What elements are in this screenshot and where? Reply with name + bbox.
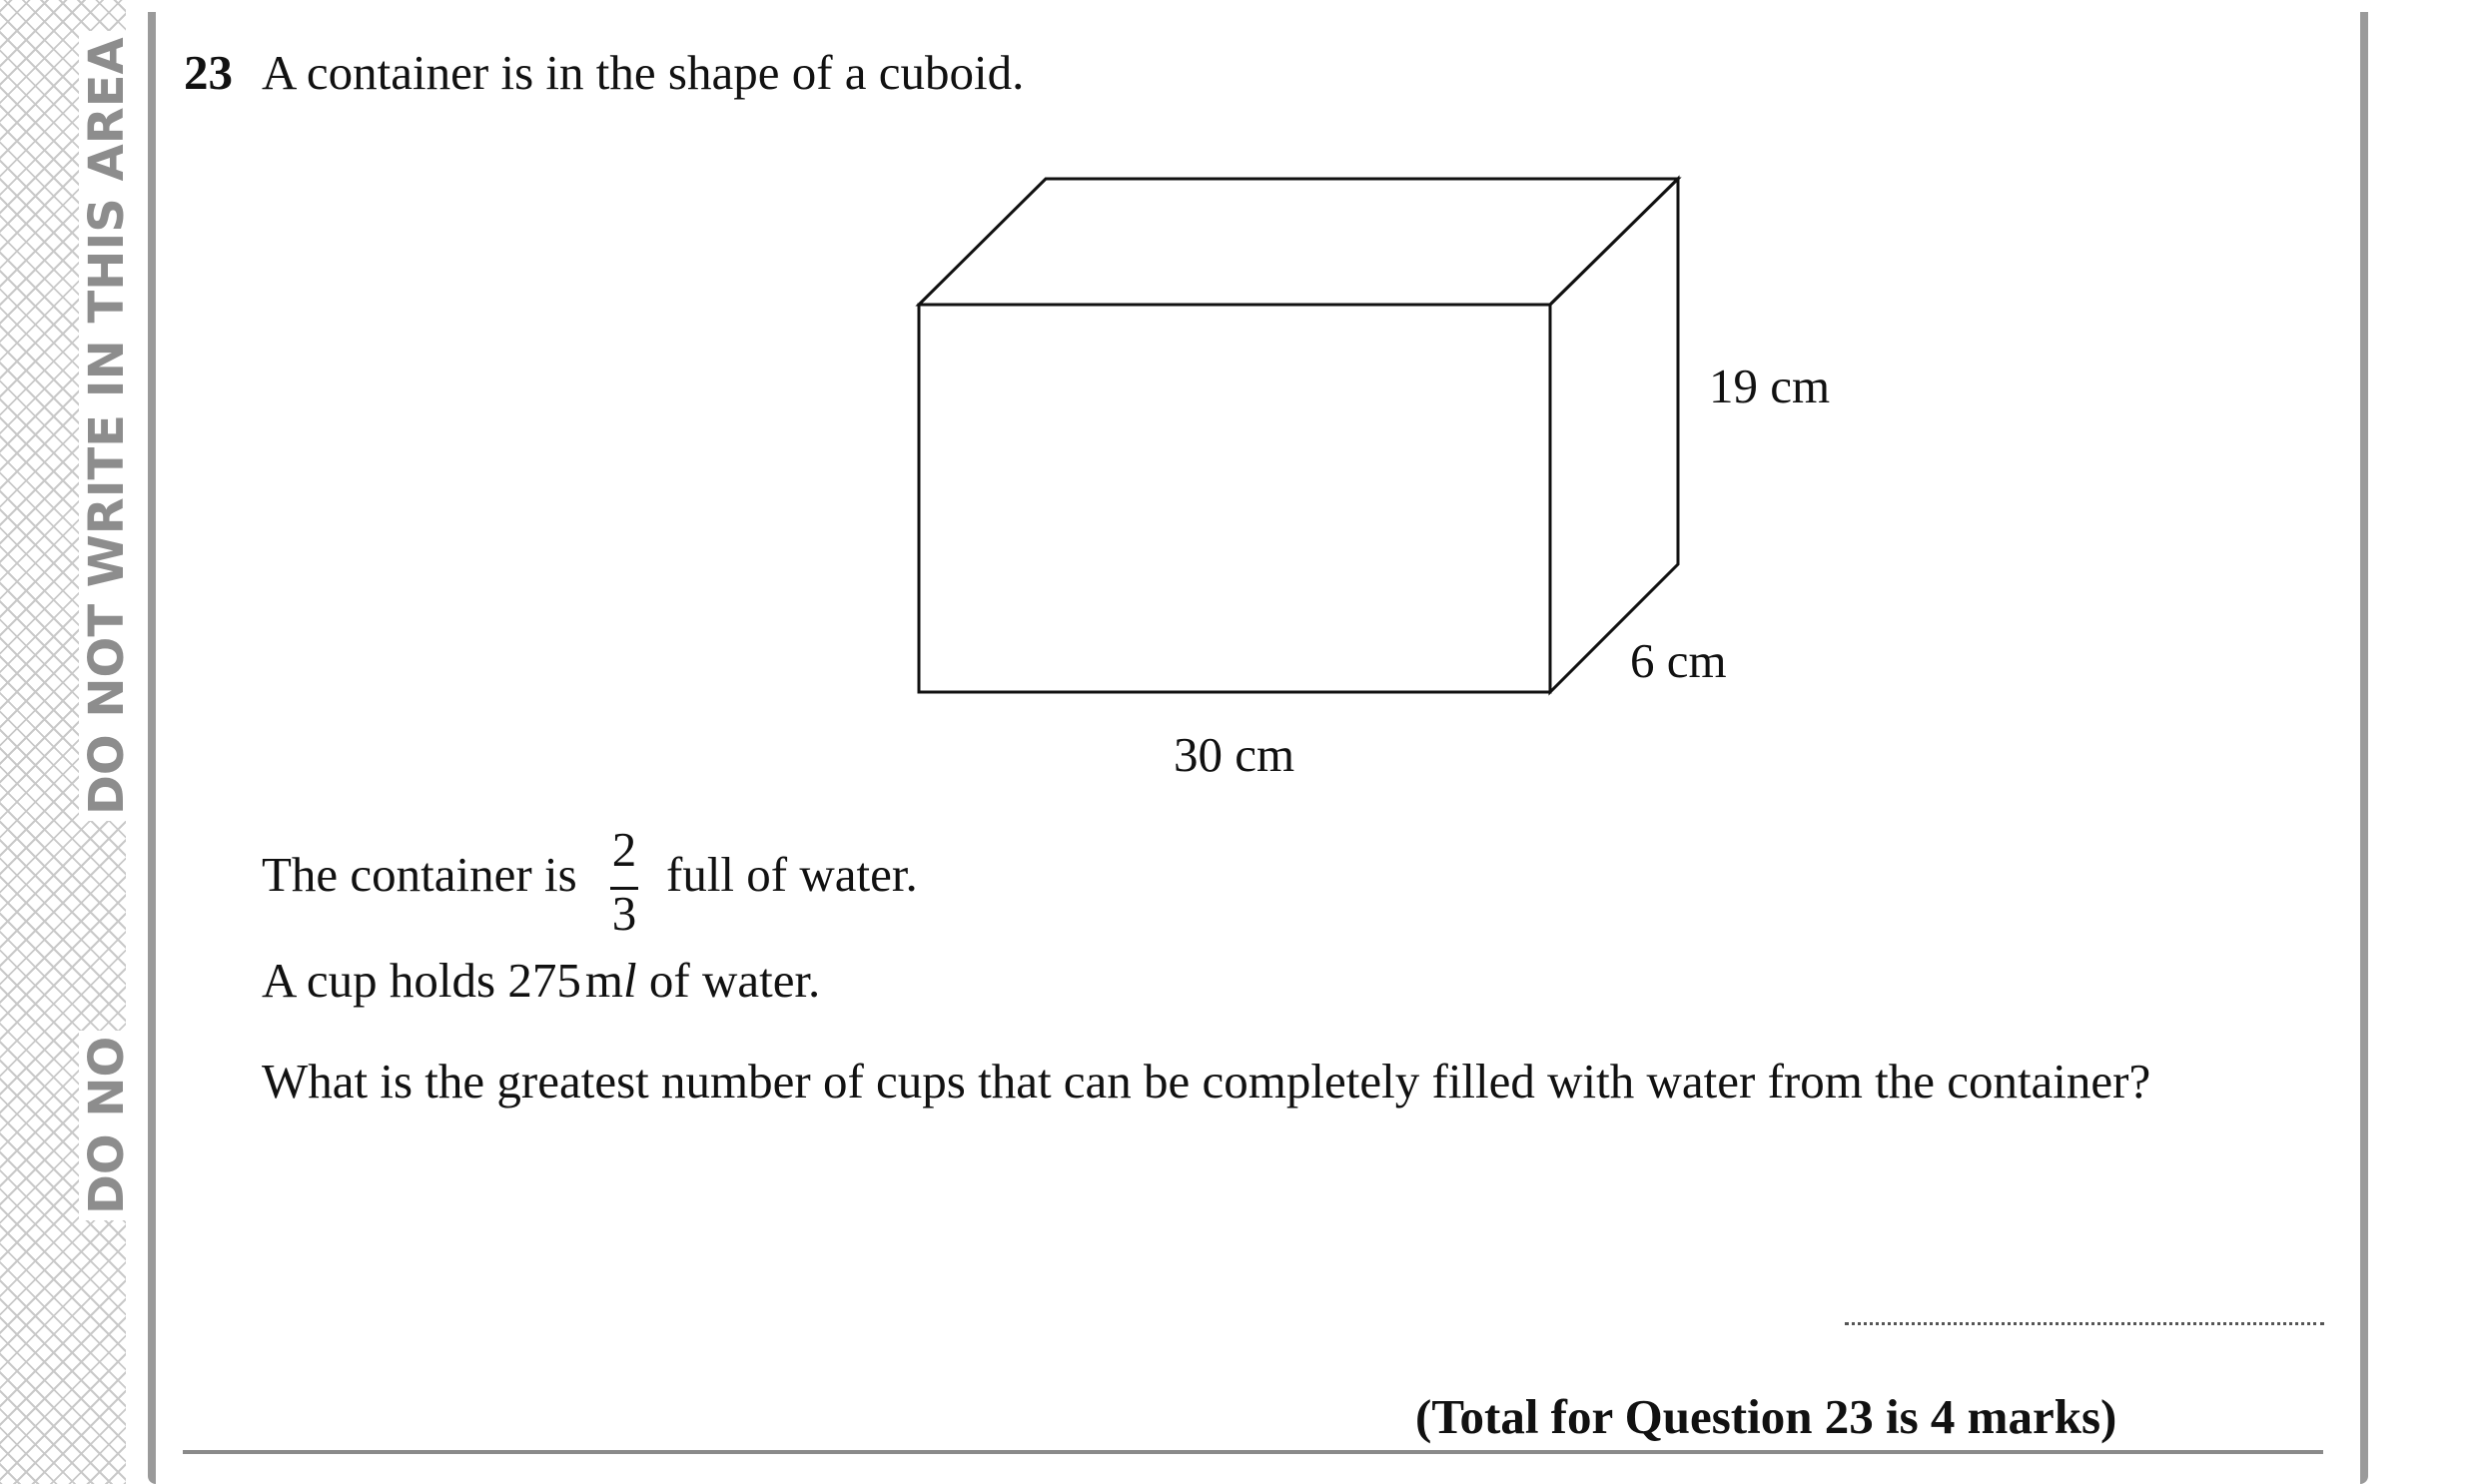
fill-fraction-sentence <box>262 846 577 903</box>
cuboid-width-label: 30 cm <box>1174 727 1295 782</box>
cuboid-side-face <box>1550 179 1678 692</box>
answer-line[interactable] <box>1845 1322 2324 1325</box>
cuboid-height-label: 19 cm <box>1709 359 1831 413</box>
question-number: 23 <box>184 45 233 100</box>
total-marks: (Total for Question 23 is 4 marks) <box>1415 1389 2117 1444</box>
margin-warning-text: DO NOT WRITE IN THIS AREA <box>79 31 135 821</box>
cuboid-top-face <box>919 179 1678 305</box>
fraction-denominator: 3 <box>611 886 637 941</box>
margin-warning-text-partial: DO NO <box>79 1031 135 1220</box>
fraction-two-thirds <box>604 821 644 941</box>
cup-sentence-start: A cup holds 275 <box>262 953 581 1008</box>
cuboid-depth-label: 6 cm <box>1630 633 1727 688</box>
fill-sentence-end: full of water. <box>666 847 918 902</box>
question-prompt: What is the greatest number of cups that can be completely filled with water from the container? <box>262 1054 2151 1109</box>
cup-sentence-end: of water. <box>636 953 821 1008</box>
cup-unit-l: l <box>623 953 637 1008</box>
cup-unit-m: m <box>584 953 623 1008</box>
fraction-numerator: 2 <box>611 822 637 877</box>
cuboid-front-face <box>919 305 1550 692</box>
fill-sentence-start: The container is <box>262 847 577 902</box>
cup-capacity-sentence <box>262 952 820 1009</box>
question-stem: A container is in the shape of a cuboid. <box>262 45 1025 100</box>
bottom-rule <box>183 1450 2323 1454</box>
